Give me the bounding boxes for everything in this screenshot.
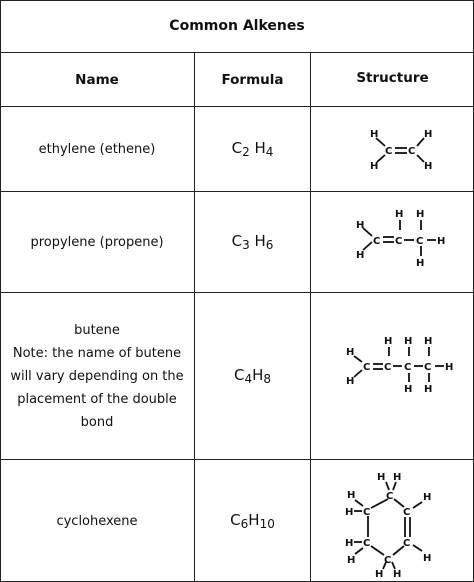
hydrogen-atom: H: [423, 492, 432, 503]
alkene-name: [0, 293, 194, 459]
name-line: cyclohexene: [56, 513, 138, 529]
cyclohexene-structure: [311, 460, 474, 582]
hydrogen-atom: H: [424, 161, 433, 172]
hydrogen-atom: H: [424, 384, 433, 395]
hydrogen-atom: H: [347, 555, 356, 566]
hydrogen-atom: H: [384, 336, 393, 347]
hydrogen-atom: H: [356, 220, 365, 231]
hydrogen-atom: H: [346, 376, 355, 387]
hydrogen-atom: H: [395, 209, 404, 220]
hydrogen-atom: H: [445, 362, 454, 373]
carbon-atom: C: [363, 362, 371, 373]
hydrogen-atom: H: [416, 209, 425, 220]
hydrogen-atom: H: [377, 472, 386, 483]
carbon-atom: C: [404, 362, 412, 373]
hydrogen-atom: H: [370, 161, 379, 172]
alkene-formula: $C_3$ $H_6$: [231, 232, 274, 252]
hydrogen-atom: H: [424, 336, 433, 347]
carbon-atom: C: [384, 555, 392, 566]
carbon-atom: C: [408, 146, 416, 157]
ethylene-structure: [311, 107, 474, 191]
column-header-structure: Structure: [356, 70, 429, 86]
name-line: will vary depending on the: [10, 368, 184, 384]
alkene-name: [0, 192, 194, 292]
carbon-atom: C: [424, 362, 432, 373]
carbon-atom: C: [385, 146, 393, 157]
alkene-name: [0, 460, 194, 582]
carbon-atom: C: [363, 538, 371, 549]
hydrogen-atom: H: [345, 507, 354, 518]
hydrogen-atom: H: [345, 538, 354, 549]
carbon-atom: C: [395, 236, 403, 247]
carbon-atom: C: [416, 236, 424, 247]
carbon-atom: C: [403, 507, 411, 518]
hydrogen-atom: H: [393, 569, 402, 580]
carbon-atom: C: [373, 236, 381, 247]
carbon-atom: C: [384, 362, 392, 373]
alkene-name: [0, 107, 194, 191]
hydrogen-atom: H: [424, 129, 433, 140]
propylene-structure: [311, 192, 474, 292]
name-line: butene: [74, 322, 120, 338]
hydrogen-atom: H: [346, 347, 355, 358]
hydrogen-atom: H: [416, 258, 425, 269]
hydrogen-atom: H: [404, 384, 413, 395]
table-title: Common Alkenes: [169, 18, 305, 34]
hydrogen-atom: H: [370, 129, 379, 140]
name-line: Note: the name of butene: [12, 345, 182, 361]
hydrogen-atom: H: [375, 569, 384, 580]
alkene-formula: $C_4H_8$: [233, 366, 272, 386]
name-line: propylene (propene): [30, 234, 164, 250]
butene-structure: [311, 293, 474, 459]
hydrogen-atom: H: [404, 336, 413, 347]
column-header-formula: Formula: [221, 71, 284, 88]
hydrogen-atom: H: [423, 553, 432, 564]
name-line: bond: [80, 414, 114, 430]
name-line: ethylene (ethene): [38, 141, 156, 157]
hydrogen-atom: H: [393, 472, 402, 483]
name-line: placement of the double: [17, 391, 177, 407]
hydrogen-atom: H: [347, 490, 356, 501]
carbon-atom: C: [363, 507, 371, 518]
alkene-formula: $C_2$ $H_4$: [231, 139, 274, 159]
alkene-formula: $C_6H_{10}$: [230, 511, 275, 531]
carbon-atom: C: [386, 491, 394, 502]
hydrogen-atom: H: [437, 236, 446, 247]
column-header-name: Name: [75, 71, 119, 88]
carbon-atom: C: [403, 538, 411, 549]
hydrogen-atom: H: [356, 250, 365, 261]
